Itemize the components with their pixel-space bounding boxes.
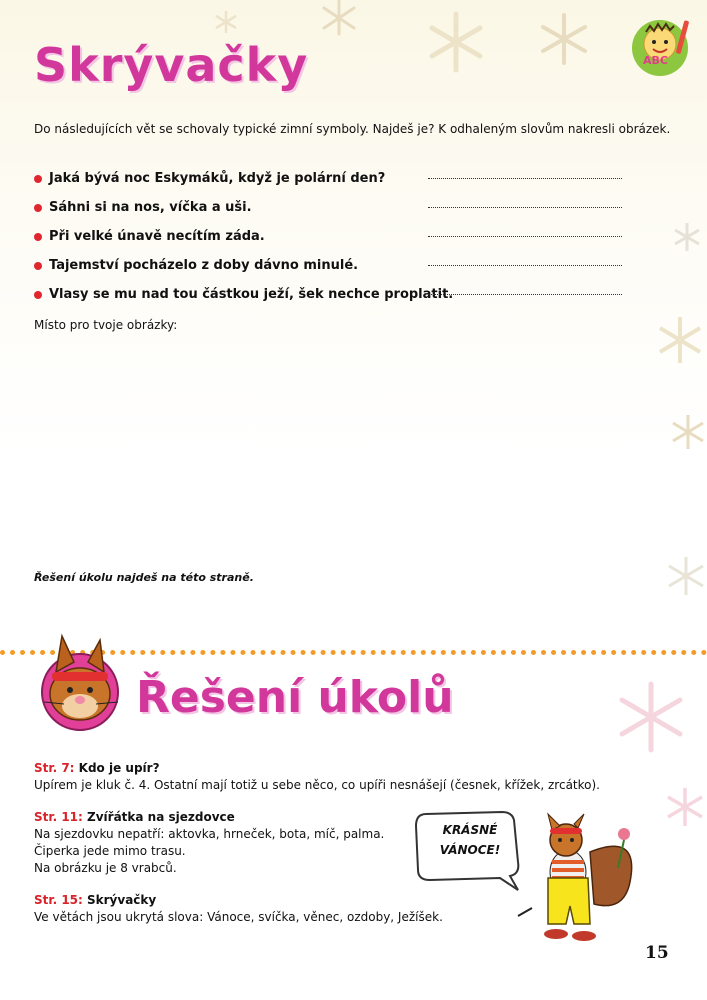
solution-line: Čiperka jede mimo trasu. [34,844,186,858]
question-item [34,164,634,193]
solution-item [34,892,443,926]
intro-text: Do následujících vět se schovaly typické zimní symboly. Najdeš je? K odhaleným slovům nakresli obrázek. [34,122,671,136]
bubble-text-line: KRÁSNÉ [442,823,498,837]
snowflake-icon [614,680,688,754]
solution-line: Ve větách jsou ukrytá slova: Vánoce, svíčka, věnec, ozdoby, Ježíšek. [34,910,443,924]
answer-line[interactable] [428,236,622,237]
solution-page-label: Str. 11: [34,810,83,824]
snowflake-icon [654,314,706,366]
snowflake-icon [424,10,488,74]
squirrel-avatar [34,632,130,732]
answer-line[interactable] [428,207,622,208]
solution-heading: Skrývačky [87,893,157,907]
squirrel-face-icon [34,632,130,732]
question-text: Vlasy se mu nad tou částkou ježí, šek nechce proplatit. [49,287,454,302]
question-text: Sáhni si na nos, víčka a uši. [49,200,252,215]
bullet-icon [34,291,42,299]
question-item [34,280,634,309]
snowflake-icon [666,556,706,596]
bubble-text-line: VÁNOCE! [439,843,501,857]
snowflake-icon [316,0,362,36]
question-item [34,193,634,222]
drawing-label: Místo pro tvoje obrázky: [34,318,178,332]
snowflake-icon [672,222,702,252]
solution-heading: Zvířátka na sjezdovce [87,810,235,824]
solution-item [34,760,600,794]
drawing-area[interactable] [34,340,634,560]
abc-badge [628,14,692,78]
bullet-icon [34,233,42,241]
page-title: Skrývačky [34,38,309,92]
snowflake-icon [664,786,706,828]
question-text: Jaká bývá noc Eskymáků, když je polární den? [49,171,386,186]
child-mascot-icon [628,14,692,78]
snowflake-icon [670,414,706,450]
solution-page-label: Str. 15: [34,893,83,907]
question-item [34,251,634,280]
solution-item [34,809,384,877]
snowflake-icon [214,10,238,34]
solution-hint: Řešení úkolu najdeš na této straně. [34,571,254,584]
answer-line[interactable] [428,178,622,179]
answer-line[interactable] [428,294,622,295]
abc-badge-label: ABC [643,54,668,67]
question-list [34,164,634,309]
squirrel-illustration-icon [512,812,642,954]
bullet-icon [34,175,42,183]
question-item [34,222,634,251]
squirrel-character [512,812,642,954]
question-text: Při velké únavě necítím záda. [49,229,265,244]
solution-line: Upírem je kluk č. 4. Ostatní mají totiž u sebe něco, co upíři nesnášejí (česnek, křížek, zrcátko). [34,778,600,792]
bullet-icon [34,262,42,270]
bullet-icon [34,204,42,212]
solution-line: Na obrázku je 8 vrabců. [34,861,177,875]
solutions-title: Řešení úkolů [136,672,454,723]
answer-line[interactable] [428,265,622,266]
question-text: Tajemství pocházelo z doby dávno minulé. [49,258,359,273]
solution-line: Na sjezdovku nepatří: aktovka, hrneček, bota, míč, palma. [34,827,385,841]
page-number: 15 [645,943,669,963]
solution-page-label: Str. 7: [34,761,75,775]
snowflake-icon [537,12,591,66]
solution-heading: Kdo je upír? [78,761,160,775]
